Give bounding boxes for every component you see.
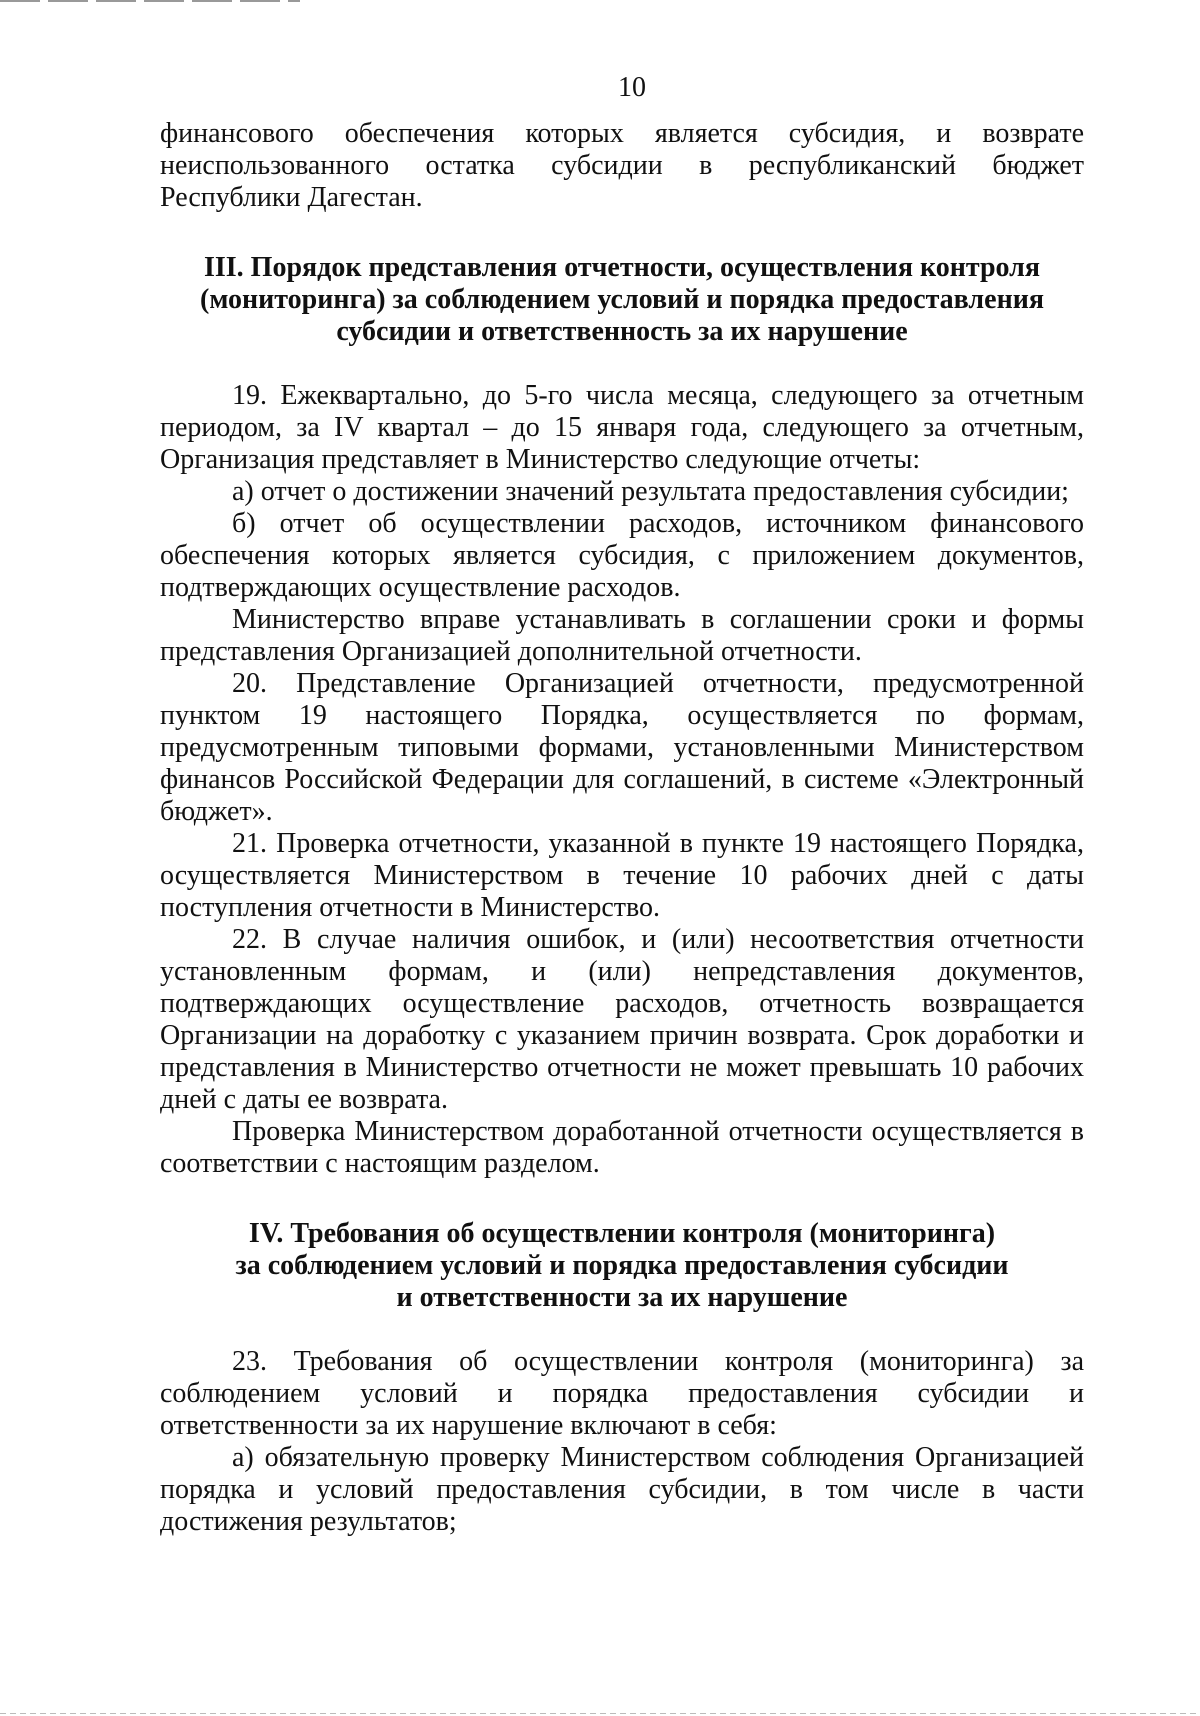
scan-edge-mark-top <box>0 0 300 2</box>
paragraph-21: 21. Проверка отчетности, указанной в пункте 19 настоящего Порядка, осуществляется Министерством в течение 10 рабочих дней с даты поступления отчетности в Министерство. <box>160 828 1084 923</box>
section-4-heading-line: за соблюдением условий и порядка предоставления субсидии <box>235 1250 1009 1281</box>
section-3-body <box>160 380 1084 1180</box>
section-3-heading <box>160 252 1084 348</box>
section-3-heading-line: субсидии и ответственность за их нарушение <box>336 316 908 347</box>
scan-edge-mark-bottom <box>0 1713 1200 1714</box>
intro-paragraph: финансового обеспечения которых является субсидия, и возврате неиспользованного остатка субсидии в республиканский бюджет Республики Дагестан. <box>160 118 1084 213</box>
paragraph-19-item-a: а) отчет о достижении значений результата предоставления субсидии; <box>232 476 1069 507</box>
section-4-body <box>160 1346 1084 1538</box>
paragraph-22: 22. В случае наличия ошибок, и (или) несоответствия отчетности установленным формам, и (или) непредставления документов, подтверждающих осуществление расходов, отчетность возвращается Организации на доработку с указанием причин возврата. Срок доработки и представления в Министерство отчетности не может превышать 10 рабочих дней с даты ее возврата. <box>160 924 1084 1115</box>
paragraph-ministry-right: Министерство вправе устанавливать в соглашении сроки и формы представления Организацией дополнительной отчетности. <box>160 604 1084 667</box>
paragraph-19: 19. Ежеквартально, до 5-го числа месяца, следующего за отчетным периодом, за IV квартал – до 15 января года, следующего за отчетным, Организация представляет в Министерство следующие отчеты: <box>160 380 1084 475</box>
paragraph-23-item-a: а) обязательную проверку Министерством соблюдения Организацией порядка и условий предоставления субсидии, в том числе в части достижения результатов; <box>160 1442 1084 1537</box>
page-number: 10 <box>618 72 646 103</box>
paragraph-20: 20. Представление Организацией отчетности, предусмотренной пунктом 19 настоящего Порядка, осуществляется по формам, предусмотренным типовыми формами, установленными Министерством финансов Российской Федерации для соглашений, в системе «Электронный бюджет». <box>160 668 1084 827</box>
paragraph-revised-check: Проверка Министерством доработанной отчетности осуществляется в соответствии с настоящим разделом. <box>160 1116 1084 1179</box>
section-3-heading-line: (мониторинга) за соблюдением условий и порядка предоставления <box>200 284 1044 315</box>
section-3-heading-line: III. Порядок представления отчетности, осуществления контроля <box>203 252 1041 283</box>
paragraph-23: 23. Требования об осуществлении контроля (мониторинга) за соблюдением условий и порядка предоставления субсидии и ответственности за их нарушение включают в себя: <box>160 1346 1084 1441</box>
section-4-heading <box>160 1218 1084 1314</box>
paragraph-19-item-b: б) отчет об осуществлении расходов, источником финансового обеспечения которых является субсидия, с приложением документов, подтверждающих осуществление расходов. <box>160 508 1084 603</box>
section-4-heading-line: IV. Требования об осуществлении контроля (мониторинга) <box>248 1218 996 1249</box>
document-page <box>160 72 1084 1538</box>
section-4-heading-line: и ответственности за их нарушение <box>396 1282 848 1313</box>
